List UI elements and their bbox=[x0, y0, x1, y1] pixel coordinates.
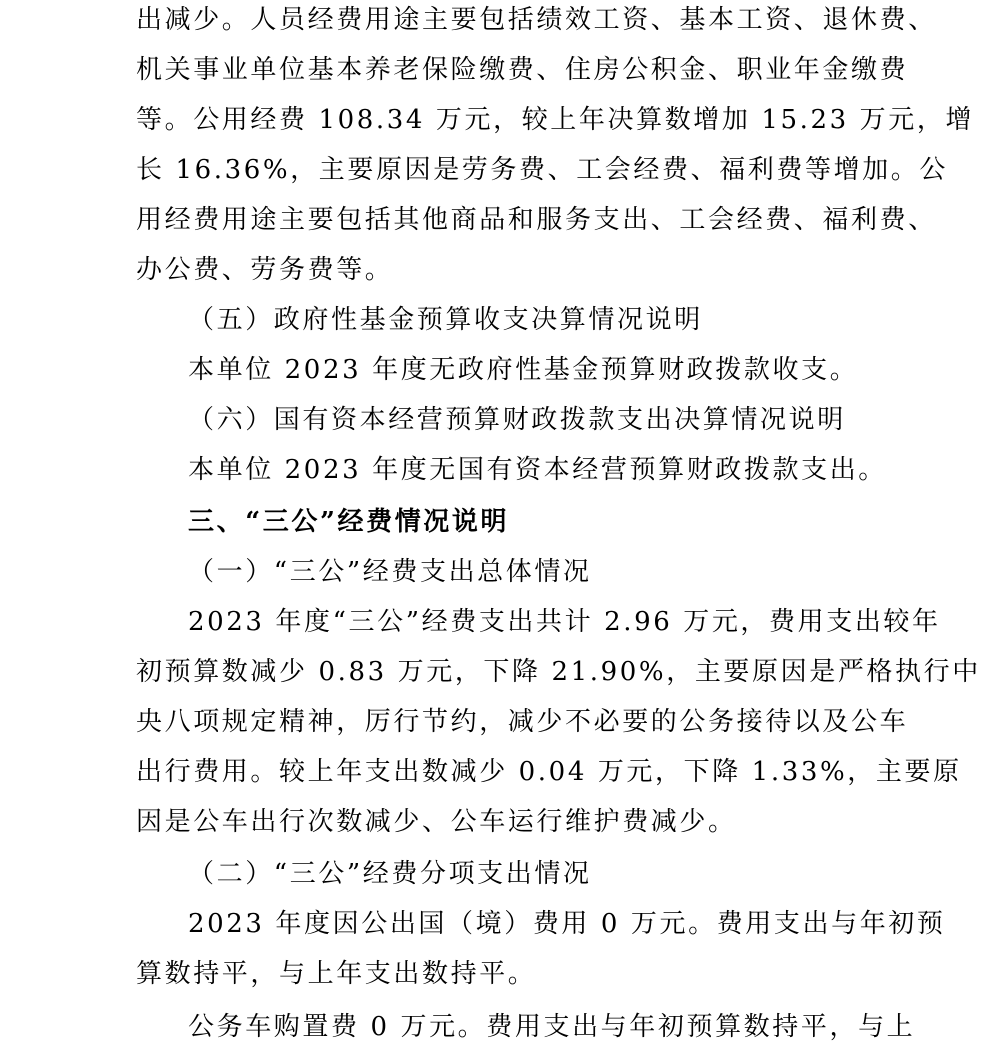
paragraph-line: 长 16.36%，主要原因是劳务费、工会经费、福利费等增加。公 bbox=[136, 155, 949, 185]
paragraph-line: 公务车购置费 0 万元。费用支出与年初预算数持平，与上 bbox=[188, 1012, 916, 1042]
paragraph-line: 用经费用途主要包括其他商品和服务支出、工会经费、福利费、 bbox=[136, 205, 937, 235]
paragraph-line: 央八项规定精神，厉行节约，减少不必要的公务接待以及公车 bbox=[136, 707, 909, 737]
section-heading: （五）政府性基金预算收支决算情况说明 bbox=[188, 305, 703, 335]
section-heading: （二）“三公”经费分项支出情况 bbox=[188, 859, 592, 889]
paragraph-line: 等。公用经费 108.34 万元，较上年决算数增加 15.23 万元，增 bbox=[136, 105, 975, 135]
paragraph-line: 2023 年度因公出国（境）费用 0 万元。费用支出与年初预 bbox=[188, 909, 946, 939]
paragraph-line: 算数持平，与上年支出数持平。 bbox=[136, 959, 537, 989]
paragraph-line: 出减少。人员经费用途主要包括绩效工资、基本工资、退休费、 bbox=[136, 5, 937, 35]
chapter-heading: 三、“三公”经费情况说明 bbox=[188, 507, 510, 537]
section-heading: （一）“三公”经费支出总体情况 bbox=[188, 557, 592, 587]
paragraph-line: 因是公车出行次数减少、公车运行维护费减少。 bbox=[136, 807, 737, 837]
paragraph-line: 本单位 2023 年度无国有资本经营预算财政拨款支出。 bbox=[188, 455, 887, 485]
paragraph-line: 办公费、劳务费等。 bbox=[136, 255, 394, 285]
paragraph-line: 本单位 2023 年度无政府性基金预算财政拨款收支。 bbox=[188, 355, 859, 385]
section-heading: （六）国有资本经营预算财政拨款支出决算情况说明 bbox=[188, 405, 846, 435]
paragraph-line: 出行费用。较上年支出数减少 0.04 万元，下降 1.33%，主要原 bbox=[136, 757, 962, 787]
paragraph-line: 2023 年度“三公”经费支出共计 2.96 万元，费用支出较年 bbox=[188, 607, 941, 637]
paragraph-line: 初预算数减少 0.83 万元，下降 21.90%，主要原因是严格执行中 bbox=[136, 657, 981, 687]
paragraph-line: 机关事业单位基本养老保险缴费、住房公积金、职业年金缴费 bbox=[136, 55, 909, 85]
